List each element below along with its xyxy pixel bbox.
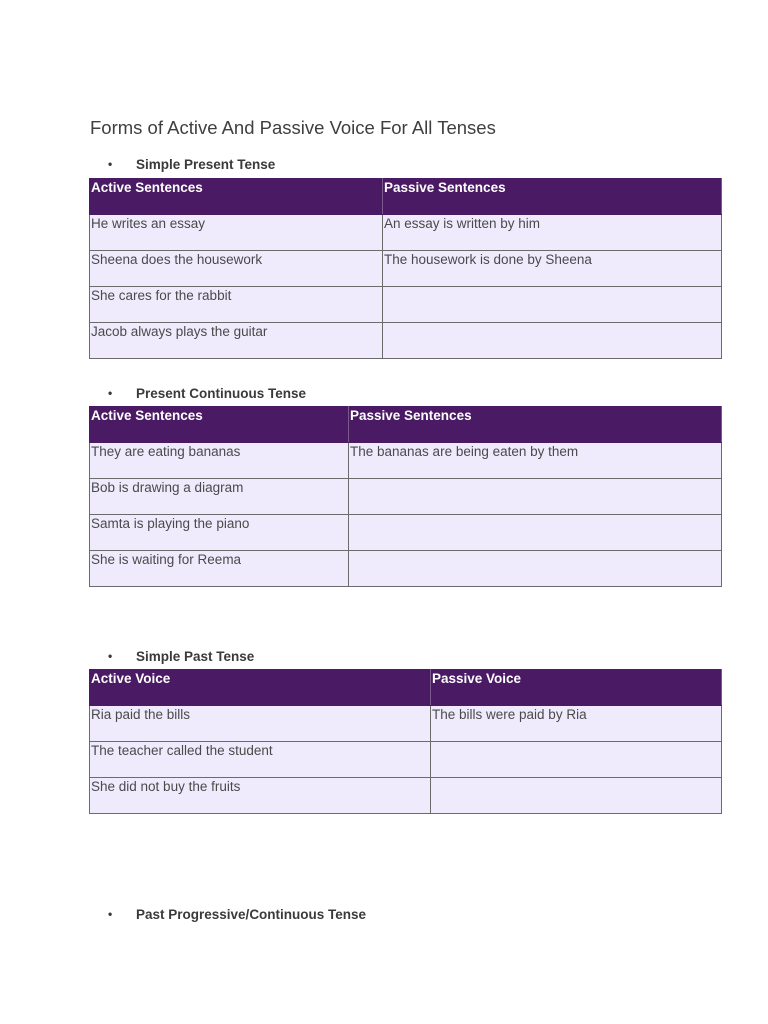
table-header-row [90,407,722,443]
table-row [90,323,722,359]
table-row [90,287,722,323]
active-cell[interactable]: Ria paid the bills [90,706,431,742]
document-title: Forms of Active And Passive Voice For All Tenses [90,117,496,138]
section-heading-label: Simple Past Tense [136,649,255,664]
passive-cell[interactable]: The bananas are being eaten by them [349,443,722,479]
section-heading-past-progressive [108,907,366,922]
passive-cell[interactable] [383,287,722,323]
active-cell[interactable]: She did not buy the fruits [90,778,431,814]
active-cell[interactable]: Samta is playing the piano [90,515,349,551]
passive-cell[interactable] [349,551,722,587]
table-row [90,251,722,287]
table-row [90,742,722,778]
simple-present-table [89,178,722,359]
section-heading-label: Simple Present Tense [136,157,276,172]
active-cell[interactable]: He writes an essay [90,215,383,251]
table-row [90,551,722,587]
column-header-active: Active Sentences [90,179,383,215]
passive-cell[interactable]: An essay is written by him [383,215,722,251]
passive-cell[interactable] [431,778,722,814]
section-heading-present-continuous [108,386,306,401]
column-header-active: Active Voice [90,670,431,706]
table-row [90,515,722,551]
section-heading-label: Present Continuous Tense [136,386,307,401]
bullet-icon: • [108,907,113,921]
passive-cell[interactable]: The housework is done by Sheena [383,251,722,287]
bullet-icon: • [108,649,113,663]
section-heading-simple-present [108,157,275,172]
active-cell[interactable]: She cares for the rabbit [90,287,383,323]
table-header-row [90,670,722,706]
passive-cell[interactable] [431,742,722,778]
active-cell[interactable]: Sheena does the housework [90,251,383,287]
column-header-passive: Passive Voice [431,670,722,706]
column-header-passive: Passive Sentences [383,179,722,215]
passive-cell[interactable] [383,323,722,359]
active-cell[interactable]: Bob is drawing a diagram [90,479,349,515]
passive-cell[interactable] [349,515,722,551]
passive-cell[interactable]: The bills were paid by Ria [431,706,722,742]
column-header-passive: Passive Sentences [349,407,722,443]
section-heading-label: Past Progressive/Continuous Tense [136,907,367,922]
table-row [90,706,722,742]
bullet-icon: • [108,157,113,171]
table-row [90,778,722,814]
active-cell[interactable]: Jacob always plays the guitar [90,323,383,359]
active-cell[interactable]: They are eating bananas [90,443,349,479]
active-cell[interactable]: She is waiting for Reema [90,551,349,587]
table-header-row [90,179,722,215]
simple-past-table [89,669,722,814]
table-row [90,215,722,251]
table-row [90,479,722,515]
column-header-active: Active Sentences [90,407,349,443]
bullet-icon: • [108,386,113,400]
section-heading-simple-past [108,649,254,664]
active-cell[interactable]: The teacher called the student [90,742,431,778]
passive-cell[interactable] [349,479,722,515]
present-continuous-table [89,406,722,587]
table-row [90,443,722,479]
